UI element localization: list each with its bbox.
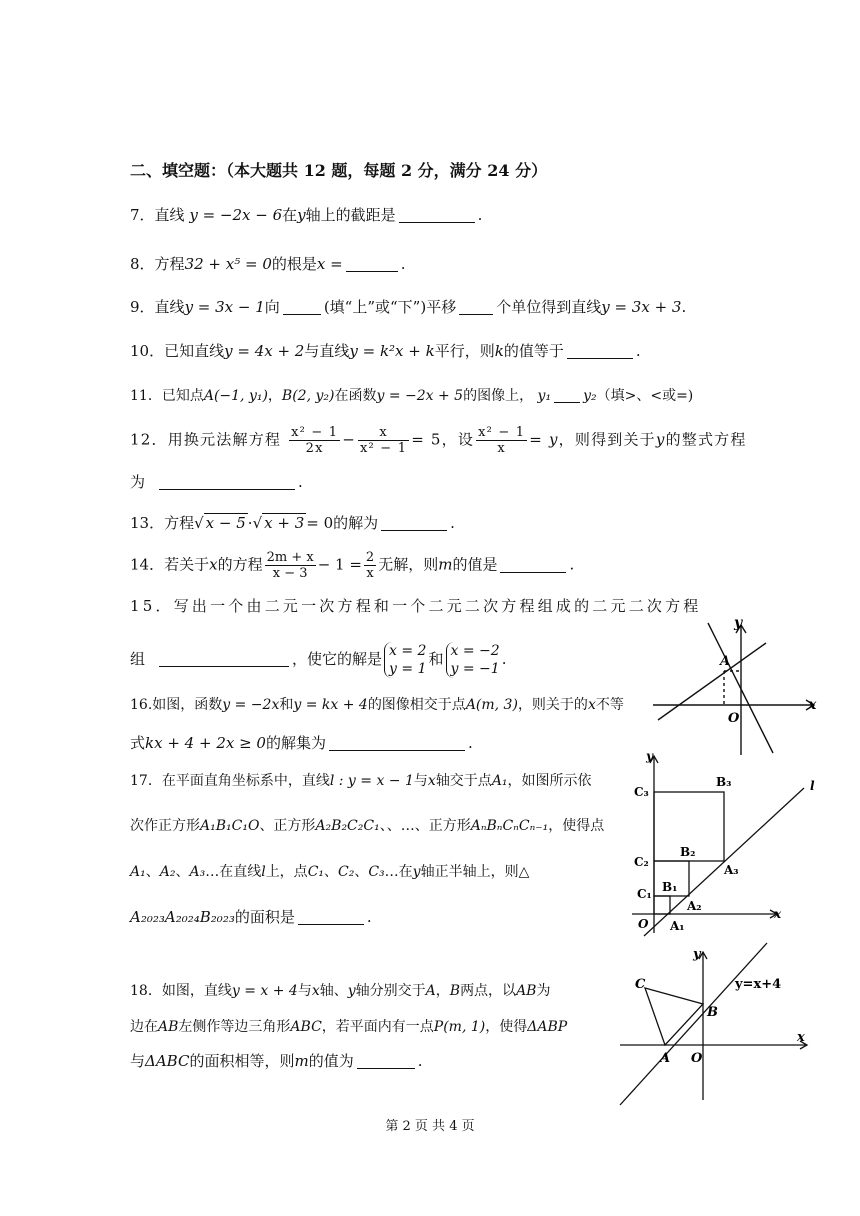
answer-blank[interactable]	[346, 255, 398, 272]
label-y: y	[693, 947, 701, 962]
fraction: $\frac{2}{x}$	[365, 550, 375, 581]
question-18-line-3: 与ΔABC的面积相等，则m的值为 .	[130, 1052, 423, 1070]
label-equation: y=x+4	[735, 977, 782, 992]
label-B: B	[707, 1005, 718, 1020]
label-O: O	[691, 1051, 703, 1066]
answer-blank[interactable]	[298, 908, 364, 925]
label-A2: A₂	[687, 899, 702, 913]
figure-q16	[648, 615, 820, 760]
answer-blank[interactable]	[283, 298, 321, 315]
page-footer: 第 2 页 共 4 页	[385, 1119, 475, 1134]
label-A3: A₃	[724, 863, 739, 877]
question-11: 11．已知点A(−1, y₁)，B(2, y₂)在函数y = −2x + 5的图像上， y₁ y₂（填>、<或=)	[130, 388, 694, 404]
answer-blank[interactable]	[554, 386, 580, 403]
label-x: x	[797, 1030, 805, 1045]
question-14: 14．若关于x的方程 $\frac{2m + x}{x - 3}$ − 1 = $\frac{2}{x}$ 无解，则m的值是 .	[130, 550, 575, 581]
fraction: $\frac{x}{\text{x² − 1}}$	[360, 425, 408, 456]
answer-blank[interactable]	[381, 514, 447, 531]
label-x: x	[808, 697, 817, 713]
question-17: 17．在平面直角坐标系中，直线l : y = x − 1与x轴交于点A₁，如图所示依	[130, 773, 592, 789]
label-B2: B₂	[680, 845, 696, 859]
fraction: $\frac{\text{x² − 1}}{2x}$	[291, 425, 339, 456]
label-O: O	[728, 711, 740, 726]
question-17-line-3: A₁、A₂、A₃…在直线l上，点C₁、C₂、C₃…在y轴正半轴上，则△	[130, 864, 530, 880]
figure-q17	[632, 748, 832, 938]
square-1	[654, 896, 670, 914]
question-7: 7．直线 y = −2x − 6在y轴上的截距是 .	[130, 206, 483, 224]
label-x: x	[774, 907, 782, 921]
answer-blank[interactable]	[567, 342, 633, 359]
answer-blank[interactable]	[329, 734, 465, 751]
answer-blank[interactable]	[159, 650, 289, 667]
label-B3: B₃	[716, 775, 732, 789]
question-12: 12．用换元法解方程 $\frac{\text{x² − 1}}{2x}$ − $\frac{x}{\text{x² − 1}}$ = 5，设 $\frac{\text{x² − 1}}{x}$ = y，则得到关于y的整式方程	[130, 425, 747, 456]
label-C2: C₂	[634, 855, 649, 869]
question-8: 8．方程32 + x⁵ = 0的根是x = .	[130, 255, 406, 273]
question-12-line-2: 为 .	[130, 473, 303, 491]
label-O: O	[638, 917, 649, 931]
question-16-line-2: 式kx + 4 + 2x ≥ 0的解集为 .	[130, 734, 473, 752]
label-l: l	[810, 779, 815, 793]
answer-blank[interactable]	[357, 1052, 415, 1069]
label-C3: C₃	[634, 785, 649, 799]
question-16: 16.如图，函数y = −2x和y = kx + 4的图像相交于点A(m, 3)，则关于的x不等	[130, 697, 624, 713]
question-15-line-2: 组 ，使它的解是 x = 2 y = 1 和 x = −2 y = −1 .	[130, 643, 507, 677]
answer-blank[interactable]	[459, 298, 493, 315]
fraction: $\frac{2m + x}{x - 3}$	[266, 550, 314, 581]
figure-q18	[615, 940, 815, 1110]
question-9: 9．直线y = 3x − 1向 (填“上”或“下”)平移 个单位得到直线y = 3x + 3.	[130, 298, 687, 316]
label-C1: C₁	[637, 887, 652, 901]
label-A1: A₁	[670, 919, 685, 933]
solution-system-2: x = −2 y = −1	[446, 642, 500, 678]
question-17-line-2: 次作正方形A₁B₁C₁O、正方形A₂B₂C₂C₁、、…、正方形AₙBₙCₙCₙ₋₁，使得点	[130, 818, 605, 834]
answer-blank[interactable]	[500, 556, 566, 573]
line-AB	[620, 943, 767, 1105]
label-B1: B₁	[662, 880, 678, 894]
label-A: A	[660, 1051, 671, 1066]
section-heading: 二、填空题：（本大题共 12 题，每题 2 分，满分 24 分）	[130, 161, 548, 180]
label-A: A	[720, 654, 731, 669]
solution-system-1: x = 2 y = 1	[384, 642, 426, 678]
question-15: 15．写出一个由二元一次方程和一个二元二次方程组成的二元二次方程	[130, 597, 702, 615]
question-17-line-4: A₂₀₂₃A₂₀₂₄B₂₀₂₃的面积是 .	[130, 908, 372, 926]
question-18: 18．如图，直线y = x + 4与x轴、y轴分别交于A，B两点，以AB为	[130, 983, 551, 999]
line-kx-plus-4	[658, 643, 766, 720]
answer-blank[interactable]	[159, 473, 295, 490]
answer-blank[interactable]	[399, 206, 475, 223]
triangle-ABC	[645, 988, 703, 1045]
fraction: $\frac{\text{x² − 1}}{x}$	[478, 425, 526, 456]
label-y: y	[646, 749, 653, 763]
question-13: 13．方程√ x − 5 ·√ x + 3 = 0的解为 .	[130, 514, 455, 532]
question-18-line-2: 边在AB左侧作等边三角形ABC，若平面内有一点P(m, 1)，使得ΔABP	[130, 1019, 568, 1035]
question-10: 10．已知直线y = 4x + 2与直线y = k²x + k平行，则k的值等于 .	[130, 342, 641, 360]
label-y: y	[734, 615, 743, 631]
label-C: C	[635, 977, 646, 992]
